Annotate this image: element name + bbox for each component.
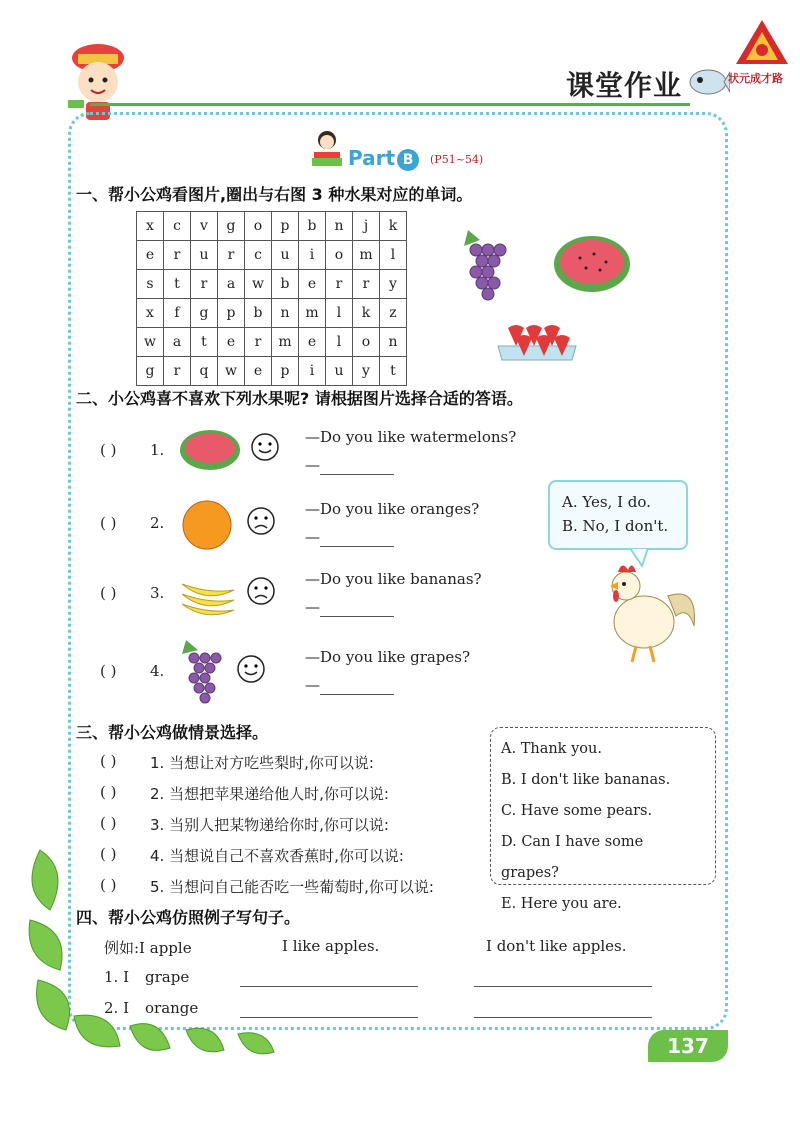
item-number: 3. xyxy=(150,584,165,602)
grid-cell[interactable]: n xyxy=(326,212,353,241)
happy-face-icon xyxy=(250,432,280,462)
rooster-icon xyxy=(598,556,698,668)
scenario-text: 1. 当想让对方吃些梨时,你可以说: xyxy=(150,754,374,772)
choice-b: B. I don't like bananas. xyxy=(501,772,671,788)
section3-title: 三、帮小公鸡做情景选择。 xyxy=(76,723,269,742)
grid-cell[interactable]: w xyxy=(137,328,164,357)
grid-cell[interactable]: r xyxy=(164,357,191,386)
scenario-text: 2. 当想把苹果递给他人时,你可以说: xyxy=(150,785,389,803)
part-label: Part B xyxy=(348,146,419,171)
grid-cell[interactable]: a xyxy=(164,328,191,357)
grid-row xyxy=(137,212,407,241)
grid-cell[interactable]: r xyxy=(353,270,380,299)
grid-cell[interactable]: j xyxy=(353,212,380,241)
grid-cell[interactable]: p xyxy=(218,299,245,328)
grid-cell[interactable]: a xyxy=(218,270,245,299)
question-text: —Do you like watermelons? xyxy=(305,428,517,446)
grid-cell[interactable]: u xyxy=(326,357,353,386)
sad-face-icon xyxy=(246,576,276,606)
scenario-text: 3. 当别人把某物递给你时,你可以说: xyxy=(150,816,389,834)
grid-cell[interactable]: f xyxy=(164,299,191,328)
answer-blank[interactable] xyxy=(320,694,394,695)
grid-cell[interactable]: l xyxy=(380,241,407,270)
grapes-icon xyxy=(456,224,512,308)
item-number: 2. xyxy=(150,514,165,532)
answer-paren[interactable]: ( ) xyxy=(100,514,117,532)
grid-cell[interactable]: o xyxy=(353,328,380,357)
grid-cell[interactable]: t xyxy=(164,270,191,299)
answer-blank[interactable] xyxy=(320,546,394,547)
page-number: 137 xyxy=(648,1030,728,1062)
choice-c: C. Have some pears. xyxy=(501,803,653,819)
answer-paren[interactable]: ( ) xyxy=(100,814,117,832)
part-letter-badge: B xyxy=(397,149,419,171)
grid-cell[interactable]: m xyxy=(353,241,380,270)
grid-cell[interactable]: t xyxy=(380,357,407,386)
answer-blank[interactable] xyxy=(320,474,394,475)
grid-cell[interactable]: n xyxy=(272,299,299,328)
answer-dash: — xyxy=(305,456,320,474)
strawberries-icon xyxy=(494,316,580,362)
scenario-text: 5. 当想问自己能否吃一些葡萄时,你可以说: xyxy=(150,878,434,896)
grid-cell[interactable]: r xyxy=(326,270,353,299)
fish-mascot-icon xyxy=(686,60,730,100)
grid-cell[interactable]: b xyxy=(245,299,272,328)
answer-paren[interactable]: ( ) xyxy=(100,876,117,894)
sad-face-icon xyxy=(246,506,276,536)
grid-cell[interactable]: r xyxy=(164,241,191,270)
answer-paren[interactable]: ( ) xyxy=(100,441,117,459)
grid-cell[interactable]: k xyxy=(353,299,380,328)
grid-cell[interactable]: e xyxy=(299,270,326,299)
grid-cell[interactable]: b xyxy=(299,212,326,241)
leaves-decoration-icon xyxy=(10,830,290,1060)
logo-triangle-icon xyxy=(734,18,790,66)
answer-dash: — xyxy=(305,598,320,616)
row-number: 2. I xyxy=(104,999,130,1017)
grid-cell[interactable]: y xyxy=(380,270,407,299)
grid-row xyxy=(137,328,407,357)
grid-cell[interactable]: g xyxy=(218,212,245,241)
answer-blank[interactable] xyxy=(320,616,394,617)
grid-cell[interactable]: o xyxy=(326,241,353,270)
dislike-sentence-blank[interactable] xyxy=(474,1017,652,1018)
section2-title: 二、小公鸡喜不喜欢下列水果呢? 请根据图片选择合适的答语。 xyxy=(76,389,523,408)
item-number: 1. xyxy=(150,441,165,459)
question-text: —Do you like grapes? xyxy=(305,648,471,666)
grid-cell[interactable]: q xyxy=(191,357,218,386)
answer-paren[interactable]: ( ) xyxy=(100,662,117,680)
choice-a: A. Thank you. xyxy=(501,741,602,757)
grid-cell[interactable]: u xyxy=(191,241,218,270)
grid-cell[interactable]: i xyxy=(299,357,326,386)
answer-dash: — xyxy=(305,528,320,546)
grid-cell[interactable]: g xyxy=(191,299,218,328)
brand-text: 状元成才路 xyxy=(728,72,783,85)
question-text: —Do you like bananas? xyxy=(305,570,482,588)
grid-cell[interactable]: c xyxy=(245,241,272,270)
grid-cell[interactable]: v xyxy=(191,212,218,241)
section4-title: 四、帮小公鸡仿照例子写句子。 xyxy=(76,908,301,927)
grid-cell[interactable]: p xyxy=(272,212,299,241)
section1-title: 一、帮小公鸡看图片,圈出与右图 3 种水果对应的单词。 xyxy=(76,185,473,204)
grid-cell[interactable]: r xyxy=(218,241,245,270)
grapes-icon xyxy=(178,636,224,706)
grid-row xyxy=(137,270,407,299)
options-bubble xyxy=(548,480,688,550)
grid-cell[interactable]: z xyxy=(380,299,407,328)
page-range: (P51~54) xyxy=(430,153,484,166)
choice-d: D. Can I have some grapes? xyxy=(501,834,644,881)
option-a: A. Yes, I do. xyxy=(562,493,651,511)
option-b: B. No, I don't. xyxy=(562,517,669,535)
grid-cell[interactable]: y xyxy=(353,357,380,386)
example-like: I like apples. xyxy=(282,937,380,955)
grid-cell[interactable]: n xyxy=(380,328,407,357)
orange-icon xyxy=(180,498,234,550)
grid-cell[interactable]: m xyxy=(272,328,299,357)
row-number: 1. I xyxy=(104,968,130,986)
grid-row xyxy=(137,241,407,270)
grid-cell[interactable]: c xyxy=(164,212,191,241)
grid-cell[interactable]: o xyxy=(245,212,272,241)
grid-cell[interactable]: b xyxy=(272,270,299,299)
question-text: —Do you like oranges? xyxy=(305,500,480,518)
item-number: 4. xyxy=(150,662,165,680)
grid-cell[interactable]: x xyxy=(137,212,164,241)
dislike-sentence-blank[interactable] xyxy=(474,986,652,987)
word-search-grid xyxy=(136,211,407,386)
answer-paren[interactable]: ( ) xyxy=(100,783,117,801)
answer-dash: — xyxy=(305,676,320,694)
happy-face-icon xyxy=(236,654,266,684)
scenario-text: 4. 当想说自己不喜欢香蕉时,你可以说: xyxy=(150,847,404,865)
grid-cell[interactable]: e xyxy=(299,328,326,357)
row-word: orange xyxy=(145,999,199,1017)
example-dislike: I don't like apples. xyxy=(486,937,627,955)
reading-child-icon xyxy=(308,128,346,168)
grid-cell[interactable]: e xyxy=(245,357,272,386)
watermelon-icon xyxy=(178,424,242,472)
grid-cell[interactable]: m xyxy=(299,299,326,328)
grid-cell[interactable]: x xyxy=(137,299,164,328)
watermelon-icon xyxy=(550,232,634,296)
answer-paren[interactable]: ( ) xyxy=(100,584,117,602)
grid-cell[interactable]: s xyxy=(137,270,164,299)
choice-e: E. Here you are. xyxy=(501,896,622,912)
grid-row xyxy=(137,299,407,328)
choices-box xyxy=(490,727,716,912)
grid-cell[interactable]: i xyxy=(299,241,326,270)
grid-cell[interactable]: e xyxy=(137,241,164,270)
answer-paren[interactable]: ( ) xyxy=(100,845,117,863)
example-label: 例如:I apple xyxy=(104,939,192,957)
grid-cell[interactable]: u xyxy=(272,241,299,270)
answer-paren[interactable]: ( ) xyxy=(100,752,117,770)
grid-cell[interactable]: e xyxy=(218,328,245,357)
grid-cell[interactable]: l xyxy=(326,299,353,328)
bananas-icon xyxy=(176,564,240,620)
grid-cell[interactable]: k xyxy=(380,212,407,241)
grid-cell[interactable]: r xyxy=(245,328,272,357)
grid-cell[interactable]: w xyxy=(218,357,245,386)
grid-cell[interactable]: w xyxy=(245,270,272,299)
grid-cell[interactable]: r xyxy=(191,270,218,299)
grid-cell[interactable]: l xyxy=(326,328,353,357)
grid-cell[interactable]: p xyxy=(272,357,299,386)
grid-cell[interactable]: g xyxy=(137,357,164,386)
grid-row xyxy=(137,357,407,386)
page-title: 课堂作业 xyxy=(566,69,683,102)
row-word: grape xyxy=(145,968,190,986)
grid-cell[interactable]: t xyxy=(191,328,218,357)
